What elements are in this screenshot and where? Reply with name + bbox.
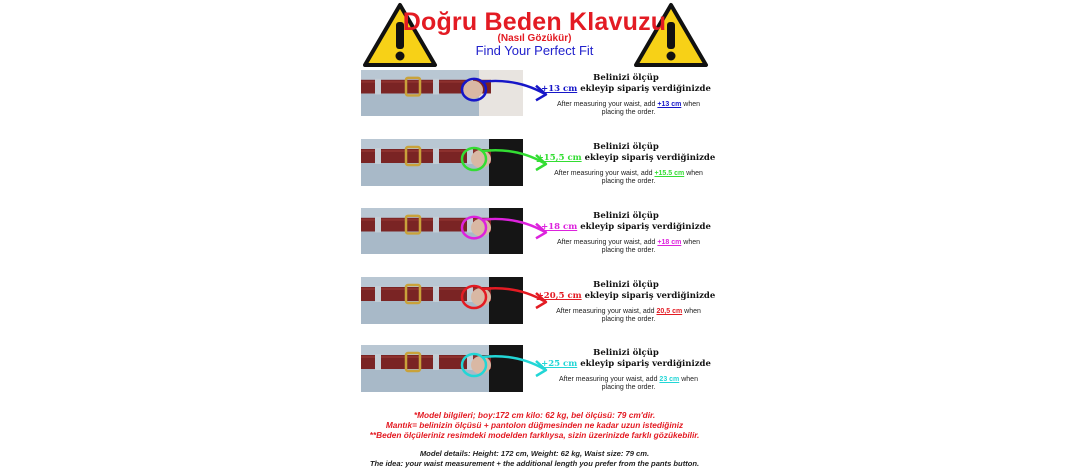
- extra-cm-value: +15,5 cm: [537, 153, 582, 163]
- label-tr-text: ekleyip sipariş verdiğinizde: [580, 84, 711, 94]
- note-line: Mantık= belinizin ölçüsü + pantolon düğmesinden ne kadar uzun istediğiniz: [0, 420, 1069, 430]
- size-guide-row: [361, 139, 711, 186]
- label-en-line2: placing the order.: [546, 109, 711, 117]
- extra-cm-value: +25 cm: [541, 359, 577, 369]
- label-en-line1: [546, 170, 711, 178]
- label-tr-line2: [531, 84, 721, 95]
- label-en: [546, 170, 711, 186]
- label-tr-line2: [531, 222, 721, 233]
- label-en-text: After measuring your waist, add: [556, 308, 654, 315]
- label-tr-line2: [531, 153, 721, 164]
- label-tr-line1: Belinizi ölçüp: [531, 280, 721, 291]
- label-en-text: After measuring your waist, add: [554, 170, 652, 177]
- label-tr-line2: [531, 291, 721, 302]
- size-guide-row: [361, 208, 711, 254]
- extra-cm-value-en: +15.5 cm: [654, 170, 684, 177]
- extra-cm-value-en: +18 cm: [657, 239, 681, 246]
- label-tr: [531, 211, 721, 233]
- label-tr-text: ekleyip sipariş verdiğinizde: [580, 359, 711, 369]
- label-en-text: After measuring your waist, add: [559, 376, 657, 383]
- page-subtitle-en: Find Your Perfect Fit: [0, 43, 1069, 58]
- label-tr-text: ekleyip sipariş verdiğinizde: [585, 291, 716, 301]
- model-notes-en: [0, 449, 1069, 468]
- label-tr-text: ekleyip sipariş verdiğinizde: [580, 222, 711, 232]
- label-en-line1: [546, 308, 711, 316]
- label-en-text: when: [681, 376, 698, 383]
- label-tr-text: ekleyip sipariş verdiğinizde: [585, 153, 716, 163]
- label-en-line2: placing the order.: [546, 316, 711, 324]
- size-guide-row: [361, 345, 711, 392]
- label-en-line1: [546, 376, 711, 384]
- label-en: [546, 376, 711, 392]
- note-line: The idea: your waist measurement + the additional length you prefer from the pants button.: [0, 459, 1069, 468]
- extra-cm-value-en: 20,5 cm: [657, 308, 683, 315]
- label-en: [546, 101, 711, 117]
- label-en-text: when: [683, 101, 700, 108]
- label-en-text: when: [686, 170, 703, 177]
- label-tr-line1: Belinizi ölçüp: [531, 211, 721, 222]
- label-en-line1: [546, 239, 711, 247]
- label-tr-line1: Belinizi ölçüp: [531, 73, 721, 84]
- label-tr-line2: [531, 359, 721, 370]
- label-en-line2: placing the order.: [546, 247, 711, 255]
- page-title: Doğru Beden Klavuzu: [0, 8, 1069, 37]
- extra-cm-value-en: +13 cm: [657, 101, 681, 108]
- size-guide-row: [361, 70, 711, 116]
- label-en: [546, 239, 711, 255]
- label-en-text: when: [683, 239, 700, 246]
- note-line: **Beden ölçüleriniz resimdeki modelden farklıysa, sizin üzerinizde farklı gözükebilir.: [0, 430, 1069, 440]
- size-guide-row: [361, 277, 711, 324]
- label-en-line2: placing the order.: [546, 384, 711, 392]
- label-tr: [531, 280, 721, 302]
- label-en-line2: placing the order.: [546, 178, 711, 186]
- label-tr-line1: Belinizi ölçüp: [531, 348, 721, 359]
- label-en-text: After measuring your waist, add: [557, 239, 655, 246]
- label-tr: [531, 348, 721, 370]
- label-tr-line1: Belinizi ölçüp: [531, 142, 721, 153]
- extra-cm-value-en: 23 cm: [659, 376, 679, 383]
- extra-cm-value: +20,5 cm: [537, 291, 582, 301]
- label-en-line1: [546, 101, 711, 109]
- label-tr: [531, 73, 721, 95]
- note-line: Model details: Height: 172 cm, Weight: 62 kg, Waist size: 79 cm.: [0, 449, 1069, 459]
- label-en: [546, 308, 711, 324]
- note-line: *Model bilgileri; boy:172 cm kilo: 62 kg, bel ölçüsü: 79 cm'dir.: [0, 410, 1069, 420]
- extra-cm-value: +13 cm: [541, 84, 577, 94]
- model-notes-tr: [0, 410, 1069, 440]
- label-tr: [531, 142, 721, 164]
- extra-cm-value: +18 cm: [541, 222, 577, 232]
- page-subtitle: (Nasıl Gözükür): [0, 33, 1069, 44]
- label-en-text: when: [684, 308, 701, 315]
- label-en-text: After measuring your waist, add: [557, 101, 655, 108]
